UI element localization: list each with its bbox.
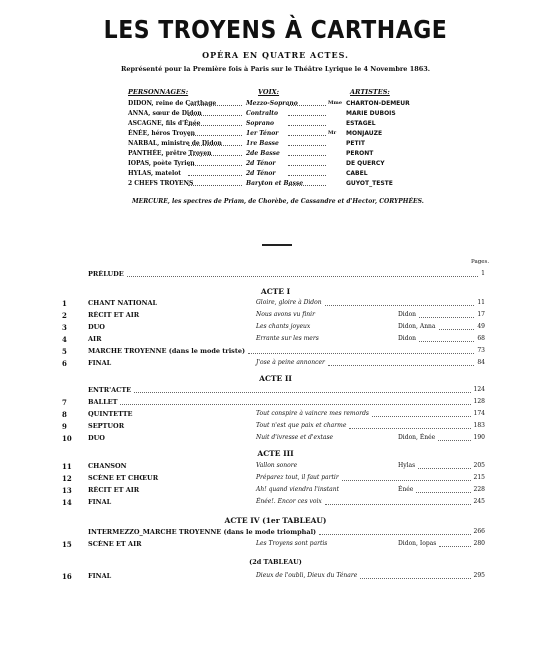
toc-title: SEPTUOR [88,422,125,430]
dot-leader [288,145,326,146]
cast-role: ÉNÉE, héros Troyen [128,130,196,137]
act-heading: ACTE IV (1er TABLEAU) [224,516,327,525]
dot-leader [188,105,242,106]
toc-characters: Énée [398,486,414,493]
cast-row [128,120,428,129]
dot-leader [188,175,242,176]
toc-number: 7 [62,398,67,407]
page-subtitle: OPÉRA EN QUATRE ACTES. [202,50,349,60]
toc-row [0,311,551,321]
toc-incipit: Les chants joyeux [256,323,311,330]
toc-title: CHANT NATIONAL [88,299,158,307]
toc-title: MARCHE TROYENNE (dans le mode triste) [88,347,246,355]
dot-leader [288,155,326,156]
toc-incipit: J'ose à peine annoncer [256,359,325,366]
cast-note: MERCURE, les spectres de Priam, de Chorèbe, de Cassandre et d'Hector, CORYPHÉES. [132,198,424,205]
toc-row [0,434,551,444]
toc-row [0,323,551,333]
act-heading: ACTE I [260,287,291,296]
toc-page: 228 [473,486,485,493]
toc-title: ENTR'ACTE [88,386,132,394]
cast-voice: Baryton et Basse [246,180,304,187]
dot-leader [248,353,474,354]
toc-number: 13 [62,486,72,495]
dot-leader [188,135,242,136]
toc-title: AIR [88,335,102,343]
toc-page: 11 [477,299,485,306]
dot-leader [416,492,470,493]
dot-leader [419,341,474,342]
toc-row [0,410,551,420]
toc-row [0,572,551,582]
dot-leader [328,365,474,366]
dot-leader [419,317,474,318]
toc-row [0,386,551,396]
toc-characters: Didon, Anna [398,323,436,330]
dot-leader [288,135,326,136]
cast-artist: MONJAUZE [346,130,383,137]
cast-role: ANNA, sœur de Didon [128,110,202,117]
toc-page: 49 [477,323,485,330]
toc-incipit: Dieux de l'oubli, Dieux du Ténare [256,572,358,579]
toc-title: FINAL [88,359,112,367]
dot-leader [188,155,242,156]
cast-role: PANTHÉE, prêtre Troyen [128,150,212,157]
cast-voice: 1er Ténor [246,130,279,137]
toc-incipit: Gloire, gloire à Didon [256,299,322,306]
toc-number: 4 [62,335,67,344]
toc-incipit: Préparez tout, il faut partir [256,474,339,481]
dot-leader [439,329,475,330]
cast-artist: CABEL [346,170,368,177]
toc-number: 9 [62,422,67,431]
toc-page: 1 [481,270,485,277]
toc-incipit: Nuit d'ivresse et d'extase [256,434,334,441]
toc-number: 11 [62,462,72,471]
toc-page: 215 [473,474,485,481]
toc-page: 190 [473,434,485,441]
cast-artist: ESTAGEL [346,120,376,127]
toc-characters: Didon, Énée [398,434,436,441]
toc-number: 6 [62,359,67,368]
toc-characters: Didon, Iopas [398,540,437,547]
toc-number: 8 [62,410,67,419]
toc-row [0,422,551,432]
toc-incipit: Tout conspire à vaincre mes remords [256,410,369,417]
dot-leader [438,440,470,441]
dot-leader [188,165,242,166]
toc-title: INTERMEZZO_MARCHE TROYENNE (dans le mode triomphal) [88,528,317,536]
toc-title: RÉCIT ET AIR [88,311,140,319]
cast-voice: Contralto [246,110,279,117]
toc-incipit: Ah! quand viendra l'instant [256,486,340,493]
page-title: LES TROYENS À CARTHAGE [103,16,448,45]
dot-leader [342,480,471,481]
dot-leader [188,145,242,146]
dot-leader [288,125,326,126]
dot-leader [288,115,326,116]
cast-artist: DE QUERCY [346,160,385,167]
toc-number: 10 [62,434,72,443]
toc-title: DUO [88,323,105,331]
toc-title: SCÈNE ET AIR [88,540,142,548]
cast-artist: CHARTON-DEMEUR [346,100,410,107]
toc-number: 1 [62,299,67,308]
pages-label: Pages. [471,259,490,265]
separator-rule [262,244,292,246]
cast-row [128,160,428,169]
toc-row [0,498,551,508]
dot-leader [319,534,470,535]
dot-leader [188,115,242,116]
toc-row [0,359,551,369]
toc-page: 245 [473,498,485,505]
toc-page: 124 [473,386,485,393]
toc-page: 68 [477,335,485,342]
cast-voice: Soprano [246,120,274,127]
toc-title: SCÈNE ET CHŒUR [88,474,159,482]
dot-leader [418,468,470,469]
toc-row [0,398,551,408]
toc-row [0,347,551,357]
toc-characters: Didon [398,311,417,318]
toc-row [0,335,551,345]
act-heading: ACTE III [257,449,294,458]
toc-row [0,299,551,309]
cast-artist-prefix: Mr [328,130,337,136]
dot-leader [120,404,470,405]
dot-leader [325,504,471,505]
dot-leader [372,416,471,417]
toc-number: 2 [62,311,67,320]
toc-number: 3 [62,323,67,332]
toc-page: 73 [477,347,485,354]
toc-number: 12 [62,474,72,483]
cast-heading-artistes: ARTISTES: [350,88,390,96]
cast-role: HYLAS, matelot [128,170,182,177]
toc-title: PRÉLUDE [88,270,124,278]
toc-incipit: Énée!. Encor ces voix [256,498,322,505]
cast-voice: 2de Basse [246,150,280,157]
toc-title: RÉCIT ET AIR [88,486,140,494]
toc-row [0,270,551,280]
cast-voice: 2d Ténor [246,160,276,167]
toc-title: BALLET [88,398,118,406]
toc-incipit: Tout n'est que paix et charme [256,422,347,429]
toc-number: 15 [62,540,72,549]
dot-leader [288,105,326,106]
dot-leader [360,578,470,579]
toc-number: 5 [62,347,67,356]
dot-leader [127,276,478,277]
toc-row [0,528,551,538]
dot-leader [134,392,470,393]
dot-leader [288,175,326,176]
dot-leader [349,428,470,429]
toc-incipit: Errante sur les mers [256,335,319,342]
cast-artist: GUYOT_TESTE [346,180,393,187]
toc-row [0,474,551,484]
cast-heading-personnages: PERSONNAGES: [128,88,189,96]
toc-page: 295 [473,572,485,579]
cast-artist: PETIT [346,140,365,147]
cast-voice: Mezzo-Soprano [246,100,298,107]
tableau-heading: (2d TABLEAU) [249,558,302,566]
toc-incipit: Vallon sonore [256,462,298,469]
toc-title: FINAL [88,498,112,506]
toc-row [0,462,551,472]
cast-voice: 1re Basse [246,140,279,147]
toc-number: 14 [62,498,72,507]
cast-role: DIDON, reine de Carthage [128,100,217,107]
toc-page: 128 [473,398,485,405]
toc-title: DUO [88,434,105,442]
toc-title: CHANSON [88,462,127,470]
cast-row [128,110,428,119]
toc-title: FINAL [88,572,112,580]
cast-role: NARBAL, ministre de Didon [128,140,222,147]
cast-heading-voix: VOIX: [258,88,280,96]
cast-artist: MARIE DUBOIS [346,110,396,117]
toc-row [0,486,551,496]
toc-page: 266 [473,528,485,535]
toc-title: QUINTETTE [88,410,133,418]
toc-page: 174 [473,410,485,417]
premiere-line: Représenté pour la Première fois à Paris sur le Théâtre Lyrique le 4 Novembre 1863. [120,65,431,73]
cast-row [128,180,428,189]
dot-leader [288,165,326,166]
toc-row [0,540,551,550]
toc-incipit: Les Troyens sont partis [256,540,328,547]
cast-artist: PERONT [346,150,374,157]
toc-characters: Hylas [398,462,416,469]
toc-incipit: Nous avons vu finir [256,311,315,318]
cast-role: IOPAS, poète Tyrien [128,160,195,167]
act-heading: ACTE II [259,374,292,383]
toc-characters: Didon [398,335,417,342]
toc-number: 16 [62,572,72,581]
dot-leader [439,546,470,547]
dot-leader [188,125,242,126]
toc-page: 17 [477,311,485,318]
cast-voice: 2d Ténor [246,170,276,177]
toc-page: 205 [473,462,485,469]
cast-row [128,130,428,139]
dot-leader [288,185,326,186]
cast-artist-prefix: Mme [328,100,343,106]
toc-page: 84 [477,359,485,366]
cast-row [128,140,428,149]
cast-row [128,100,428,109]
cast-role: 2 CHEFS TROYENS [128,180,194,187]
cast-row [128,150,428,159]
toc-page: 183 [473,422,485,429]
dot-leader [188,185,242,186]
cast-role: ASCAGNE, fils d'Énée [128,120,201,127]
dot-leader [325,305,475,306]
toc-page: 280 [473,540,485,547]
cast-row [128,170,428,179]
